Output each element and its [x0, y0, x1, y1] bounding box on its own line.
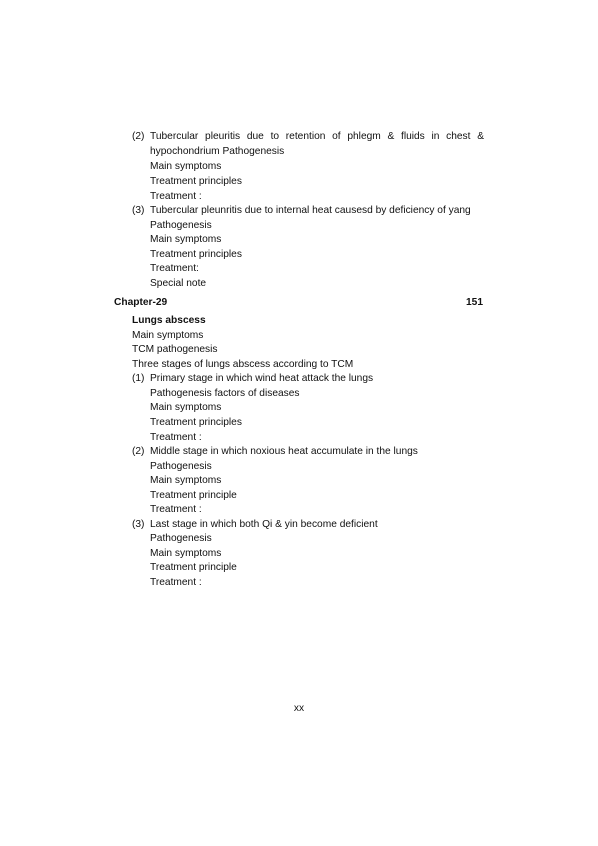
item-number: (2) — [132, 131, 145, 142]
list-item: Treatment : — [150, 504, 202, 515]
item-title: Primary stage in which wind heat attack the lungs — [150, 373, 374, 384]
item-title-line1: Tubercular pleuritis due to retention of phlegm & fluids in chest & — [150, 131, 484, 142]
list-item: Treatment principles — [150, 249, 242, 260]
list-item: Treatment : — [150, 577, 202, 588]
list-item: Treatment principle — [150, 562, 237, 573]
list-item: Treatment principle — [150, 490, 237, 501]
item-number: (3) — [132, 519, 145, 530]
chapter-page-number: 151 — [466, 297, 483, 308]
list-item: Main symptoms — [150, 548, 222, 559]
list-item: Special note — [150, 278, 207, 289]
list-item: Main symptoms — [150, 234, 222, 245]
list-item: Treatment : — [150, 191, 202, 202]
list-item: Three stages of lungs abscess according to TCM — [132, 359, 354, 370]
list-item: Pathogenesis — [150, 220, 212, 231]
footer-page-number: xx — [293, 703, 305, 714]
list-item: Treatment: — [150, 263, 199, 274]
list-item: Treatment principles — [150, 417, 242, 428]
list-item: Main symptoms — [132, 330, 204, 341]
item-title: Middle stage in which noxious heat accumulate in the lungs — [150, 446, 418, 457]
item-title: Tubercular pleunritis due to internal heat causesd by deficiency of yang — [150, 205, 471, 216]
item-title: Last stage in which both Qi & yin become deficient — [150, 519, 378, 530]
list-item: TCM pathogenesis — [132, 344, 218, 355]
chapter-label: Chapter-29 — [114, 297, 168, 308]
list-item: Treatment principles — [150, 176, 242, 187]
list-item: Main symptoms — [150, 475, 222, 486]
item-title-line2: hypochondrium Pathogenesis — [150, 146, 285, 157]
item-number: (3) — [132, 205, 145, 216]
list-item: Pathogenesis — [150, 461, 212, 472]
list-item: Treatment : — [150, 432, 202, 443]
item-number: (1) — [132, 373, 145, 384]
section-heading: Lungs abscess — [132, 315, 206, 326]
list-item: Main symptoms — [150, 161, 222, 172]
list-item: Pathogenesis — [150, 533, 212, 544]
list-item: Pathogenesis factors of diseases — [150, 388, 300, 399]
list-item: Main symptoms — [150, 402, 222, 413]
item-number: (2) — [132, 446, 145, 457]
